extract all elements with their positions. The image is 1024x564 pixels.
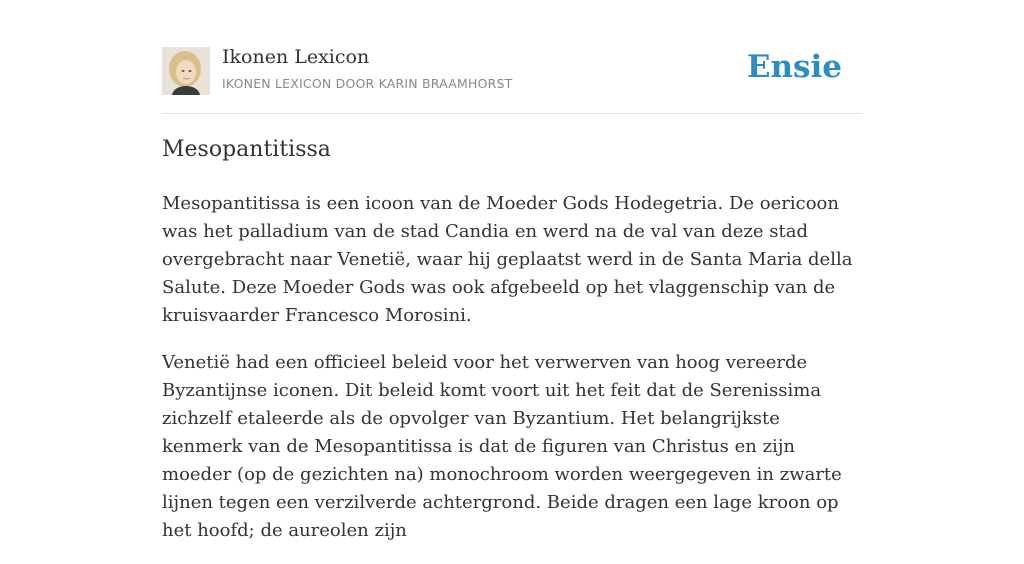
ensie-logo-link[interactable]: Ensie bbox=[746, 49, 842, 85]
article-body bbox=[162, 190, 862, 564]
author-avatar[interactable] bbox=[162, 47, 210, 95]
site-subtitle: IKONEN LEXICON DOOR KARIN BRAAMHORST bbox=[222, 76, 513, 91]
portrait-icon bbox=[162, 47, 210, 95]
site-header bbox=[162, 44, 862, 114]
article-paragraph-1: Mesopantitissa is een icoon van de Moeder Gods Hodegetria. De oericoon was het palladium van de stad Candia en werd na de val van deze stad overgebracht naar Venetië, waar hij geplaatst werd in de Santa Maria della Salute. Deze Moeder Gods was ook afgebeeld op het vlaggenschip van de kruisvaarder Francesco Morosini. bbox=[162, 193, 853, 326]
article-title: Mesopantitissa bbox=[162, 137, 331, 162]
article-paragraph-2: Venetië had een officieel beleid voor het verwerven van hoog vereerde Byzantijnse iconen. Dit beleid komt voort uit het feit dat de Serenissima zichzelf etaleerde als de opvolger van Byzantium. Het belangrijkste kenmerk van de Mesopantitissa is dat de figuren van Christus en zijn moeder (op de gezichten na) monochroom worden weergegeven in zwarte lijnen tegen een verzilverde achtergrond. Beide dragen een lage kroon op het hoofd; de aureolen zijn bbox=[162, 352, 842, 541]
site-title[interactable]: Ikonen Lexicon bbox=[222, 46, 370, 68]
